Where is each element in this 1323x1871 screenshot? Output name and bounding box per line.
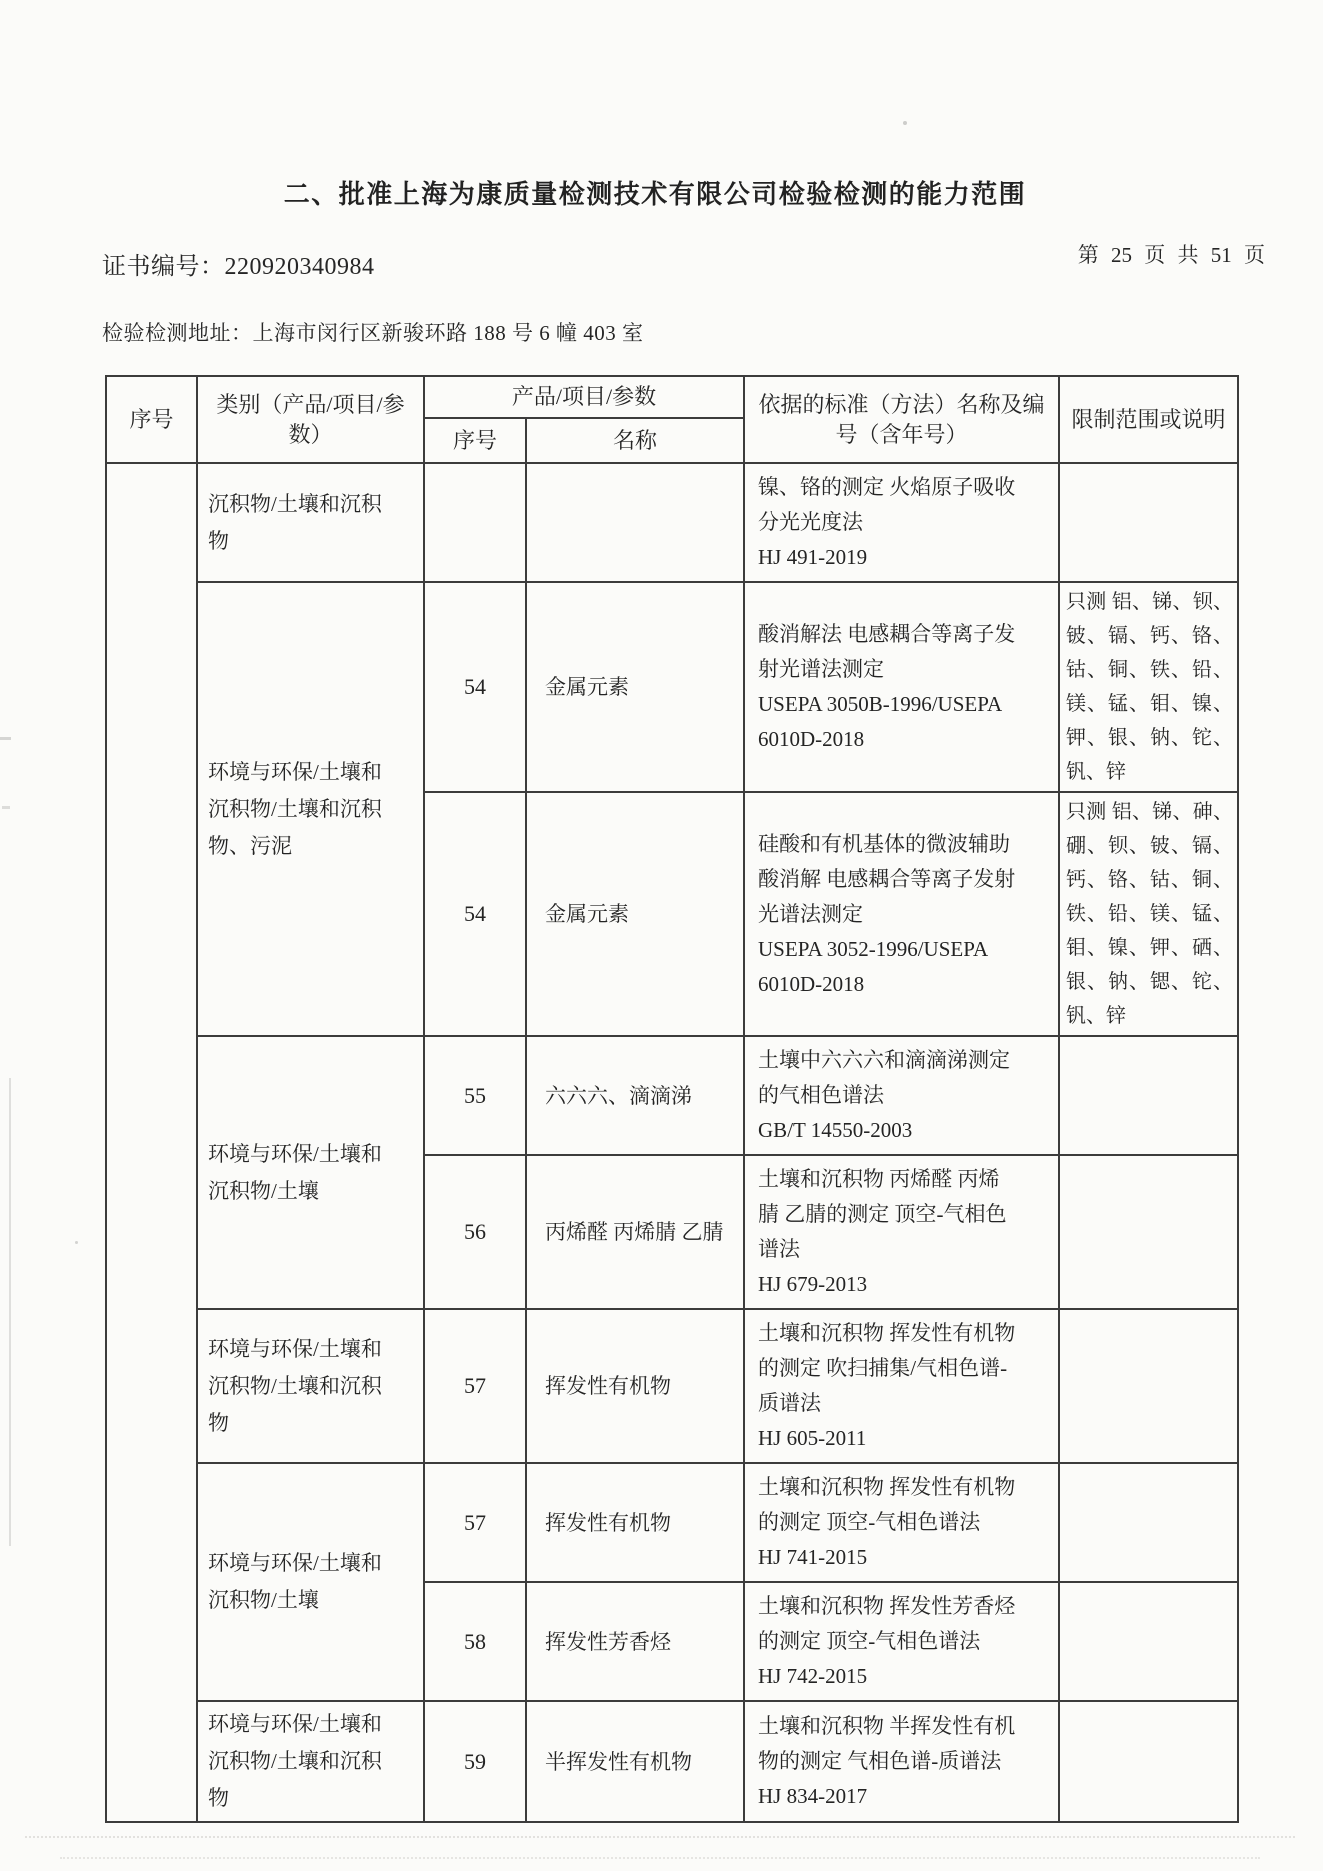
item-seq-cell: 57 [424, 1309, 526, 1463]
item-seq-cell: 55 [424, 1036, 526, 1155]
standard-method: 土壤和沉积物 挥发性有机物的测定 顶空-气相色谱法 [758, 1475, 1016, 1534]
item-seq-cell: 56 [424, 1155, 526, 1309]
header-seq: 序号 [106, 376, 197, 463]
page-title: 二、批准上海为康质量检测技术有限公司检验检测的能力范围 [283, 180, 1027, 209]
address-label: 检验检测地址： [102, 321, 253, 345]
standard-cell [744, 1582, 1059, 1701]
standard-code: HJ 834-2017 [758, 1784, 868, 1808]
item-seq-cell: 57 [424, 1463, 526, 1582]
standard-cell [744, 582, 1059, 792]
item-name-cell: 金属元素 [526, 582, 744, 792]
address-line [102, 317, 644, 347]
table-row [106, 582, 1238, 792]
standard-method: 土壤和沉积物 丙烯醛 丙烯腈 乙腈的测定 顶空-气相色谱法 [758, 1167, 1007, 1261]
standard-cell [744, 1701, 1059, 1822]
certificate-number: 220920340984 [224, 254, 375, 280]
standard-code: USEPA 3052-1996/USEPA 6010D-2018 [758, 936, 987, 996]
restriction-cell [1059, 1309, 1238, 1463]
header-product-seq: 序号 [424, 418, 526, 463]
certificate-line [102, 246, 375, 281]
header-product-name: 名称 [526, 418, 744, 463]
standard-method: 镍、铬的测定 火焰原子吸收分光光度法 [758, 475, 1016, 534]
standard-method: 酸消解法 电感耦合等离子发射光谱法测定 [758, 622, 1016, 681]
standard-code: GB/T 14550-2003 [758, 1118, 913, 1142]
scan-artifact-dash-1 [0, 737, 11, 740]
main-seq-cell [106, 463, 197, 1822]
header-product-group: 产品/项目/参数 [424, 376, 744, 418]
table-header-row-1 [106, 376, 1238, 418]
scan-artifact-noise-2 [60, 1857, 1260, 1859]
standard-method: 硅酸和有机基体的微波辅助酸消解 电感耦合等离子发射光谱法测定 [758, 831, 1016, 926]
restriction-cell: 只测 铝、锑、砷、硼、钡、铍、镉、钙、铬、钴、铜、铁、铅、镁、锰、钼、镍、钾、硒、银、钠、锶、铊、钒、锌 [1059, 792, 1238, 1036]
scan-artifact-left-line [9, 1078, 11, 1546]
item-name-cell: 挥发性芳香烃 [526, 1582, 744, 1701]
standard-code: HJ 742-2015 [758, 1664, 868, 1688]
item-name-cell: 六六六、滴滴涕 [526, 1036, 744, 1155]
item-name-cell: 金属元素 [526, 792, 744, 1036]
table-row [106, 1309, 1238, 1463]
header-category: 类别（产品/项目/参数） [197, 376, 424, 463]
category-cell: 环境与环保/土壤和沉积物/土壤 [197, 1463, 424, 1701]
standard-code: HJ 679-2013 [758, 1272, 868, 1296]
restriction-cell [1059, 1463, 1238, 1582]
capability-table [105, 375, 1239, 1823]
restriction-cell [1059, 463, 1238, 582]
restriction-cell: 只测 铝、锑、钡、铍、镉、钙、铬、钴、铜、铁、铅、镁、锰、钼、镍、钾、银、钠、铊、钒、锌 [1059, 582, 1238, 792]
item-seq-cell: 54 [424, 792, 526, 1036]
certificate-label: 证书编号： [102, 254, 225, 280]
item-seq-cell: 59 [424, 1701, 526, 1822]
standard-cell [744, 792, 1059, 1036]
standard-cell [744, 1463, 1059, 1582]
item-name-cell: 半挥发性有机物 [526, 1701, 744, 1822]
standard-code: USEPA 3050B-1996/USEPA 6010D-2018 [758, 692, 1001, 751]
standard-code: HJ 741-2015 [758, 1545, 868, 1569]
scan-artifact-noise-1 [25, 1836, 1295, 1838]
standard-code: HJ 605-2011 [758, 1426, 867, 1450]
table-row [106, 1701, 1238, 1822]
standard-cell [744, 1309, 1059, 1463]
restriction-cell [1059, 1155, 1238, 1309]
address-value: 上海市闵行区新骏环路 188 号 6 幢 403 室 [252, 321, 644, 345]
standard-cell [744, 463, 1059, 582]
category-cell: 环境与环保/土壤和沉积物/土壤和沉积物、污泥 [197, 582, 424, 1036]
table-row [106, 463, 1238, 582]
restriction-cell [1059, 1701, 1238, 1822]
standard-method: 土壤和沉积物 挥发性有机物的测定 吹扫捕集/气相色谱-质谱法 [758, 1321, 1016, 1415]
header-standard: 依据的标准（方法）名称及编号（含年号） [744, 376, 1059, 463]
page-number-indicator: 第 25 页 共 51 页 [1077, 243, 1265, 267]
category-cell: 环境与环保/土壤和沉积物/土壤 [197, 1036, 424, 1309]
item-name-cell: 挥发性有机物 [526, 1463, 744, 1582]
table-row [106, 1463, 1238, 1582]
item-seq-cell [424, 463, 526, 582]
scan-artifact-dash-2 [2, 806, 10, 809]
standard-cell [744, 1155, 1059, 1309]
restriction-cell [1059, 1036, 1238, 1155]
item-name-cell: 丙烯醛 丙烯腈 乙腈 [526, 1155, 744, 1309]
item-seq-cell: 58 [424, 1582, 526, 1701]
standard-code: HJ 491-2019 [758, 545, 868, 569]
item-seq-cell: 54 [424, 582, 526, 792]
standard-method: 土壤和沉积物 挥发性芳香烃的测定 顶空-气相色谱法 [758, 1594, 1016, 1653]
category-cell: 环境与环保/土壤和沉积物/土壤和沉积物 [197, 1309, 424, 1463]
category-cell: 环境与环保/土壤和沉积物/土壤和沉积物 [197, 1701, 424, 1822]
restriction-cell [1059, 1582, 1238, 1701]
item-name-cell: 挥发性有机物 [526, 1309, 744, 1463]
category-cell: 沉积物/土壤和沉积物 [197, 463, 424, 582]
standard-method: 土壤和沉积物 半挥发性有机物的测定 气相色谱-质谱法 [758, 1714, 1016, 1773]
scan-artifact-dot-2 [75, 1241, 78, 1244]
standard-method: 土壤中六六六和滴滴涕测定的气相色谱法 [758, 1048, 1011, 1107]
scan-artifact-dot-1 [903, 121, 907, 125]
header-restriction: 限制范围或说明 [1059, 376, 1238, 463]
item-name-cell [526, 463, 744, 582]
table-row [106, 1036, 1238, 1155]
standard-cell [744, 1036, 1059, 1155]
